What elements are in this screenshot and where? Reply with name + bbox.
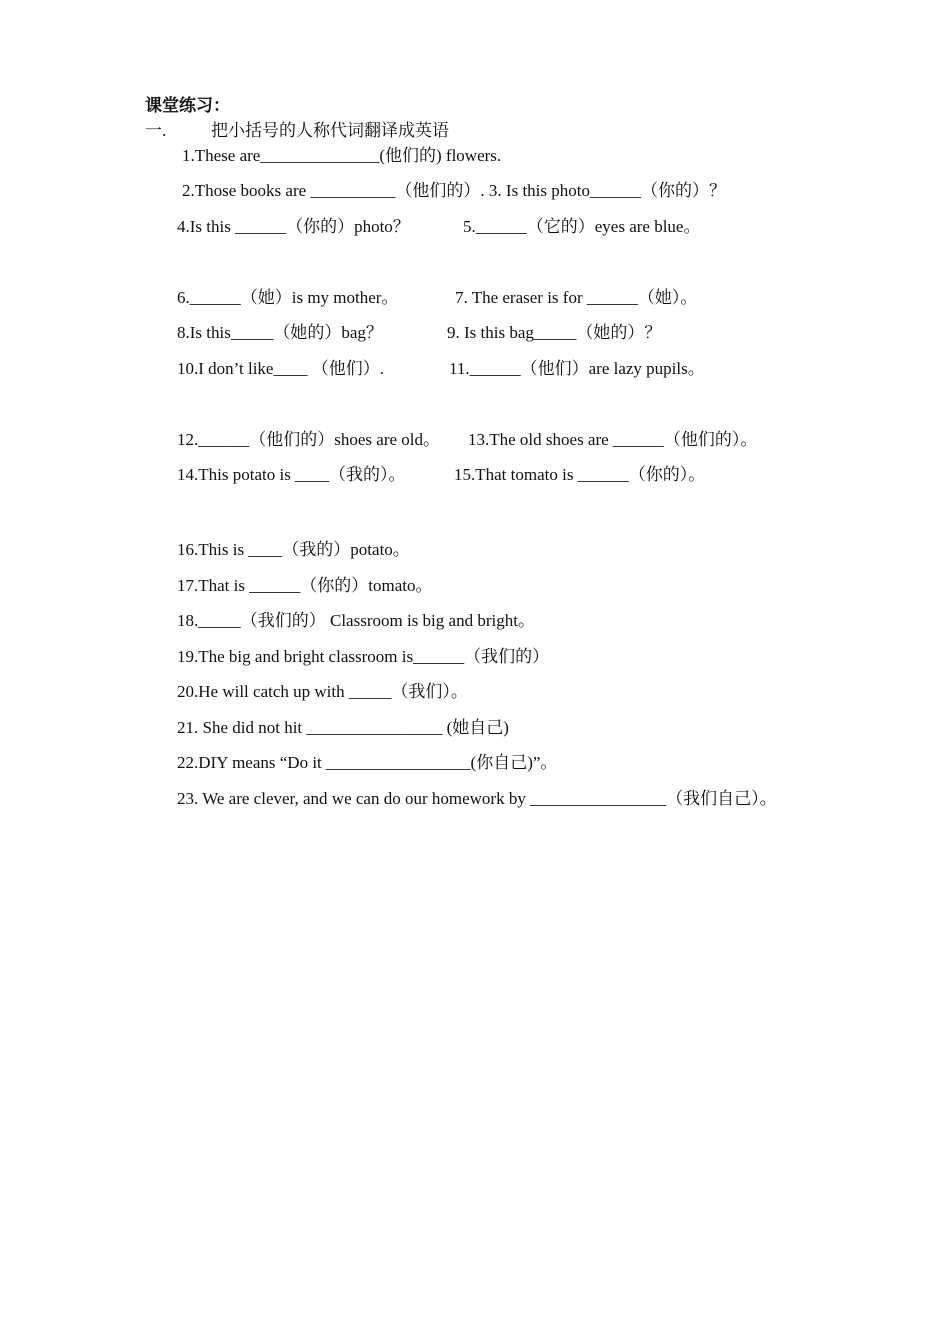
exercise-item: 19.The big and bright classroom is______（我们的） (177, 647, 550, 666)
exercise-item: 18._____（我们的） Classroom is big and bright。 (177, 611, 535, 630)
exercise-item: 4.Is this ______（你的）photo？ (177, 217, 410, 236)
exercise-item: 12.______（他们的）shoes are old。 (177, 430, 441, 449)
exercise-item: 11.______（他们）are lazy pupils。 (449, 359, 705, 378)
exercise-item: 6.______（她）is my mother。 (177, 288, 399, 307)
exercise-item: 9. Is this bag_____（她的）？ (447, 323, 662, 342)
exercise-item: 22.DIY means “Do it _________________(你自己)”。 (177, 753, 558, 772)
exercise-item: 13.The old shoes are ______（他们的）。 (468, 430, 758, 449)
exercise-item: 10.I don’t like____ （他们）. (177, 359, 384, 378)
section-heading (145, 120, 449, 142)
section-number: 一. (145, 121, 167, 140)
exercise-item: 8.Is this_____（她的）bag？ (177, 323, 383, 342)
exercise-item: 20.He will catch up with _____（我们）。 (177, 682, 468, 701)
exercise-item: 2.Those books are __________（他们的）. 3. Is this photo______（你的）？ (182, 181, 726, 200)
page-title: 课堂练习： (145, 96, 230, 115)
exercise-item: 1.These are______________(他们的) flowers. (182, 146, 502, 165)
exercise-item: 5.______（它的）eyes are blue。 (463, 217, 701, 236)
exercise-item: 23. We are clever, and we can do our homework by ________________（我们自己）。 (177, 789, 777, 808)
exercise-item: 21. She did not hit ________________ (她自己) (177, 718, 509, 737)
section-instruction: 把小括号的人称代词翻译成英语 (211, 121, 449, 140)
exercise-item: 17.That is ______（你的）tomato。 (177, 576, 433, 595)
exercise-item: 14.This potato is ____（我的）。 (177, 465, 406, 484)
exercise-item: 15.That tomato is ______（你的）。 (454, 465, 706, 484)
exercise-item: 16.This is ____（我的）potato。 (177, 540, 410, 559)
exercise-item: 7. The eraser is for ______（她）。 (455, 288, 698, 307)
